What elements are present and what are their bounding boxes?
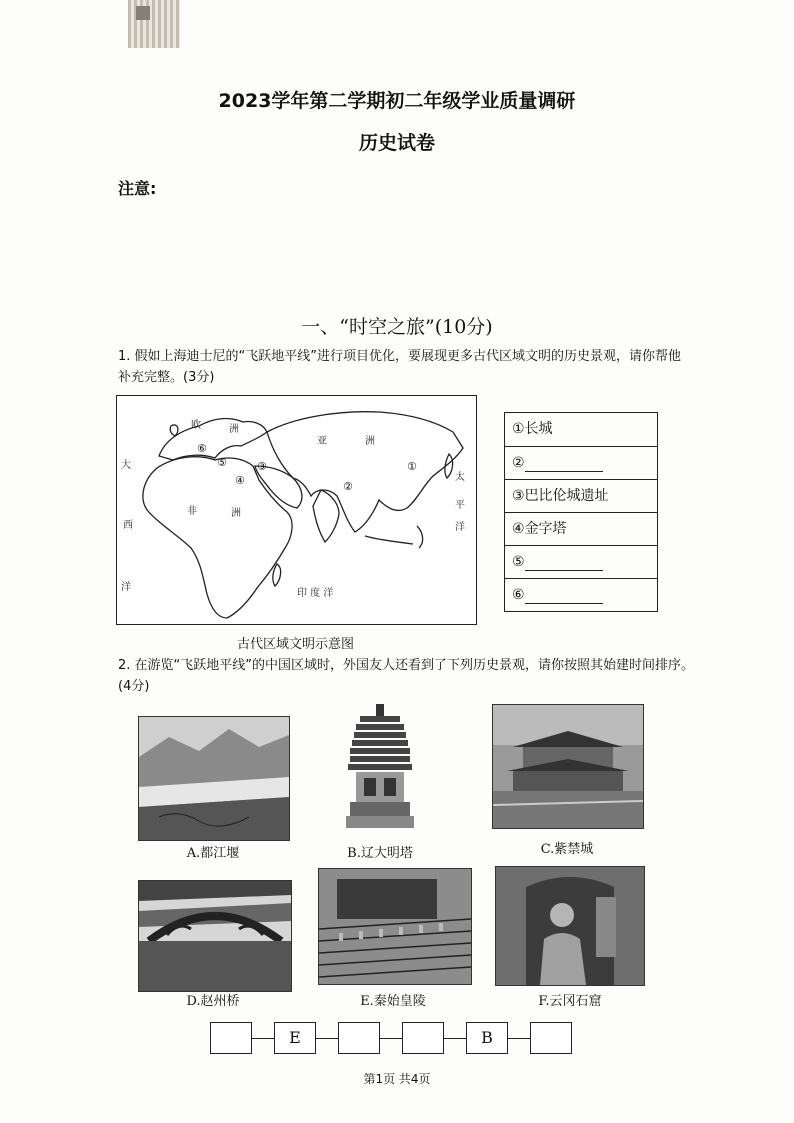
caption-c: C.紫禁城 — [540, 842, 594, 857]
caption-f: F.云冈石窟 — [538, 994, 602, 1009]
map-label-europe-2: 洲 — [229, 424, 239, 435]
legend-row-6 — [505, 578, 657, 611]
sequence-connector — [442, 1038, 466, 1039]
photo-yungang-grottoes — [495, 866, 645, 986]
caption-b: B.辽大明塔 — [347, 846, 413, 861]
legend-row-3 — [505, 479, 657, 512]
map-label-pacific-3: 洋 — [455, 522, 465, 533]
answer-blank-5[interactable] — [525, 554, 603, 571]
map-svg — [117, 396, 476, 624]
map-label-africa-2: 洲 — [231, 508, 241, 519]
caption-e: E.秦始皇陵 — [360, 994, 426, 1009]
legend-row-1 — [505, 413, 657, 446]
legend-text: 巴比伦城遗址 — [524, 488, 609, 504]
answer-blank-6[interactable] — [525, 587, 603, 604]
map-marker-5: ⑤ — [217, 456, 227, 469]
legend-text: 长城 — [524, 421, 553, 437]
map-marker-2: ② — [343, 480, 353, 493]
legend-row-2 — [505, 446, 657, 479]
legend-num: ⑤ — [512, 554, 525, 570]
legend-text: 金字塔 — [524, 521, 567, 537]
sequence-box-3[interactable] — [338, 1022, 380, 1054]
map-label-atlantic-3: 洋 — [121, 582, 131, 593]
madagascar-outline — [273, 564, 281, 586]
exam-title: 2023学年第二学期初二年级学业质量调研 — [218, 90, 576, 112]
exam-subject: 历史试卷 — [358, 132, 435, 154]
sequence-box-4[interactable] — [402, 1022, 444, 1054]
map-label-asia-2: 洲 — [365, 436, 375, 447]
britain-outline — [170, 425, 178, 436]
legend-table — [504, 412, 658, 612]
sequence-box-1[interactable] — [210, 1022, 252, 1054]
question-2-text: 2. 在游览“飞跃地平线”的中国区域时，外国友人还看到了下列历史景观，请你按照其始建时间排序。(4分) — [118, 658, 695, 694]
legend-num: ② — [512, 455, 525, 471]
map-caption: 古代区域文明示意图 — [236, 637, 354, 652]
civilization-map — [116, 395, 477, 625]
map-marker-6: ⑥ — [197, 442, 207, 455]
map-label-atlantic-2: 西 — [123, 520, 133, 531]
section-title: 一、“时空之旅”(10分) — [301, 316, 493, 338]
africa-outline — [143, 457, 292, 618]
indonesia-outline — [365, 526, 423, 548]
map-label-pacific-1: 太 — [455, 472, 465, 483]
legend-num: ④ — [512, 521, 525, 537]
page-number: 第1页 共4页 — [363, 1072, 431, 1086]
map-marker-4: ④ — [235, 474, 245, 487]
sequence-box-6[interactable] — [530, 1022, 572, 1054]
sequence-connector — [378, 1038, 402, 1039]
notice-label: 注意: — [118, 179, 157, 198]
india-outline — [313, 490, 339, 542]
map-label-europe-1: 欧 — [191, 420, 201, 431]
asia-outline — [267, 412, 463, 532]
sequence-box-2[interactable]: E — [274, 1022, 316, 1054]
sequence-connector — [506, 1038, 530, 1039]
photo-forbidden-city — [492, 704, 644, 829]
question-1-text: 1. 假如上海迪士尼的“飞跃地平线”进行项目优化，要展现更多古代区域文明的历史景观，请你帮他补充完整。(3分) — [118, 349, 682, 385]
answer-blank-2[interactable] — [525, 455, 603, 472]
map-label-africa-1: 非 — [187, 506, 197, 517]
sequence-box-5[interactable]: B — [466, 1022, 508, 1054]
legend-row-4 — [505, 512, 657, 545]
legend-num: ① — [512, 421, 525, 437]
map-label-indian-ocean: 印 度 洋 — [297, 588, 334, 599]
photo-zhaozhou-bridge — [138, 880, 292, 992]
legend-row-5 — [505, 545, 657, 578]
sequence-connector — [316, 1038, 338, 1039]
map-label-atlantic-1: 大 — [121, 460, 131, 471]
photo-liao-daming-pagoda — [320, 704, 440, 839]
map-marker-1: ① — [407, 460, 417, 473]
map-marker-3: ③ — [257, 460, 267, 473]
photo-dujiangyan — [138, 716, 290, 841]
caption-a: A.都江堰 — [186, 846, 240, 861]
caption-d: D.赵州桥 — [186, 994, 240, 1009]
legend-num: ③ — [512, 488, 525, 504]
legend-num: ⑥ — [512, 587, 525, 603]
scan-stamp — [128, 0, 180, 48]
map-label-pacific-2: 平 — [455, 500, 465, 511]
map-label-asia-1: 亚 — [317, 436, 327, 447]
photo-qin-mausoleum — [318, 868, 472, 985]
